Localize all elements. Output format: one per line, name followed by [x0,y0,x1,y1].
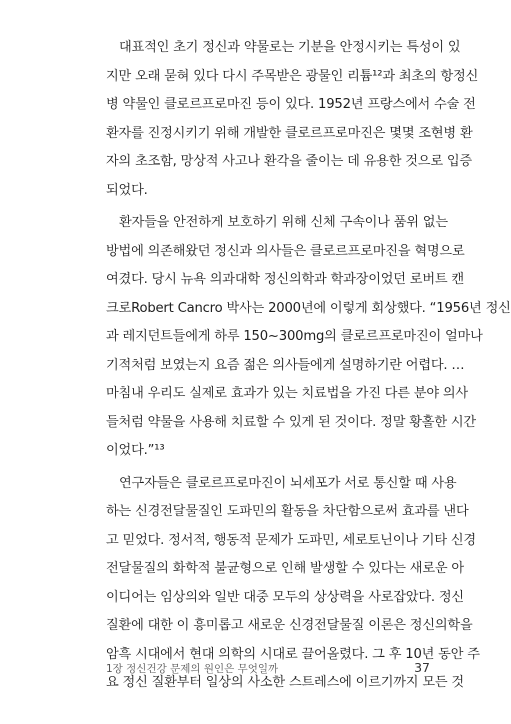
paragraph [106,34,479,205]
text-line: 지만 오래 묻혀 있다 다시 주목받은 광물인 리튬¹²과 최초의 항정신 [106,68,479,84]
text-line: 방법에 의존해왔던 정신과 의사들은 클로르프로마진을 혁명으로 [106,243,465,259]
text-line: 자의 초조함, 망상적 사고나 환각을 줄이는 데 유용한 것으로 입증 [106,154,472,169]
text-line: 연구자들은 클로르프로마진이 뇌세포가 서로 통신할 때 사용 [119,475,457,491]
text-line: 이디어는 임상의와 일반 대중 모두의 상상력을 사로잡았다. 정신 [106,589,464,605]
text-line: 과 레지던트들에게 하루 150~300mg의 클로르프로마진이 얼마나 [106,329,483,344]
text-line: 마침내 우리도 실제로 효과가 있는 치료법을 가진 다른 분야 의사 [106,386,468,401]
text-line: 기적처럼 보였는지 요즘 젊은 의사들에게 설명하기란 어렵다. … [106,357,465,373]
text-line: 요 정신 질환부터 일상의 사소한 스트레스에 이르기까지 모든 것 [106,675,464,690]
paragraph [106,209,511,466]
text-line: 대표적인 초기 정신과 약물로는 기분을 안정시키는 특성이 있 [119,40,461,55]
text-line: 암흑 시대에서 현대 의학의 시대로 끌어올렸다. 그 후 10년 동안 주 [106,646,480,662]
body-text [106,34,511,698]
text-line: 질환에 대한 이 흥미롭고 새로운 신경전달물질 이론은 정신의학을 [106,618,473,633]
text-line: 환자들을 안전하게 보호하기 위해 신체 구속이나 품위 없는 [119,215,448,230]
text-line: 고 믿었다. 정서적, 행동적 문제가 도파민, 세로토닌이나 기타 신경 [106,532,476,548]
text-line: 병 약물인 클로르프로마진 등이 있다. 1952년 프랑스에서 수술 전 [106,97,476,112]
text-line: 되었다. [106,182,148,198]
text-line: 들처럼 약물을 사용해 치료할 수 있게 된 것이다. 정말 황홀한 시간 [106,414,476,430]
text-line: 크로Robert Cancro 박사는 2000년에 이렇게 회상했다. “1956년 정신 [106,300,511,316]
running-chapter-title: 1장 정신건강 문제의 원인은 무엇일까 [106,663,279,675]
text-line: 환자를 진정시키기 위해 개발한 클로르프로마진은 몇몇 조현병 환 [106,125,473,141]
text-line: 하는 신경전달물질인 도파민의 활동을 차단함으로써 효과를 낸다 [106,504,469,519]
page-number: 37 [414,660,430,675]
text-line: 이었다.”¹³ [106,443,165,458]
text-line: 전달물질의 화학적 불균형으로 인해 발생할 수 있다는 새로운 아 [106,561,464,576]
text-line: 여겼다. 당시 뉴욕 의과대학 정신의학과 학과장이었던 로버트 캔 [106,272,464,287]
